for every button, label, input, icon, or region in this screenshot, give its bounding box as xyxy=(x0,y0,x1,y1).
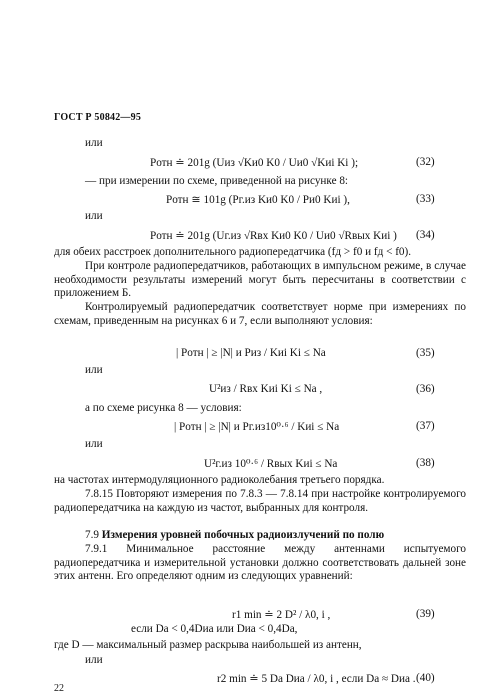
equation-34: Pотн ≐ 201g (Uг.из √Rвх Kи0 K0 / Uи0 √Rвых Kиi ) xyxy=(150,230,397,242)
equation-37: | Pотн | ≥ |N| и Pг.из10⁰·⁶ / Kиi ≤ Nа xyxy=(174,421,340,433)
text-line: для обеих расстроек дополнительного радиопередатчика (fд > f0 и fд < f0). xyxy=(54,246,412,258)
text-line: — при измерении по схеме, приведенной на рисунке 8: xyxy=(85,175,349,187)
equation-number-40: (40) xyxy=(416,672,435,684)
equation-number-37: (37) xyxy=(416,420,435,432)
equation-38: U²г.из 10⁰·⁶ / Rвых Kиi ≤ Nа xyxy=(204,458,338,470)
word-ili: или xyxy=(85,654,103,666)
paragraph-control: При контроле радиопередатчиков, работающих в импульсном режиме, в случае необходимости результаты измерений могут быть пересчитаны в соответствии с приложением Б. xyxy=(54,260,466,300)
text-line: а по схеме рисунка 8 — условия: xyxy=(85,402,242,414)
word-ili: или xyxy=(85,137,103,149)
text-line: на частотах интермодуляционного радиоколебания третьего порядка. xyxy=(54,474,385,486)
equation-36: U²из / Rвх Kиi Ki ≤ Nа , xyxy=(209,383,323,395)
word-ili: или xyxy=(85,364,103,376)
equation-40: r2 min ≐ 5 Dа Dиа / λ0, i , если Dа ≈ Dиа . xyxy=(217,673,416,685)
page-header: ГОСТ Р 50842—95 xyxy=(54,112,142,123)
equation-number-36: (36) xyxy=(416,383,435,395)
equation-number-34: (34) xyxy=(416,229,435,241)
section-title: Измерения уровней побочных радиоизлучений по полю xyxy=(101,529,385,541)
condition-line: если Dа < 0,4Dиа или Dиа < 0,4Dа, xyxy=(131,623,298,635)
word-ili: или xyxy=(85,438,103,450)
paragraph-controlled: Контролируемый радиопередатчик соответствует норме при измерениях по схемам, приведенным на рисунках 6 и 7, если выполняют условия: xyxy=(54,301,466,327)
equation-35: | Pотн | ≥ |N| и Pиз / Kиi Ki ≤ Nа xyxy=(176,347,326,359)
page-number: 22 xyxy=(54,683,64,694)
equation-number-32: (32) xyxy=(416,156,435,168)
equation-number-38: (38) xyxy=(416,457,435,469)
section-number: 7.9 xyxy=(85,529,99,541)
equation-number-33: (33) xyxy=(416,193,435,205)
equation-32: Pотн ≐ 201g (Uиз √Kи0 K0 / Uи0 √Kиi Ki ); xyxy=(150,157,359,169)
equation-number-35: (35) xyxy=(416,347,435,359)
paragraph-7-8-15: 7.8.15 Повторяют измерения по 7.8.3 — 7.8.14 при настройке контролируемого радиопередатчика на каждую из частот, выбранных для контроля. xyxy=(54,488,466,514)
equation-number-39: (39) xyxy=(416,608,435,620)
section-heading-7-9 xyxy=(85,529,384,543)
word-ili: или xyxy=(85,210,103,222)
paragraph-7-9-1: 7.9.1 Минимальное расстояние между антеннами испытуемого радиопередатчика и измерительной установки должно соответствовать дальней зоне этих антенн. Его определяют одним из следующих уравнений: xyxy=(54,543,466,583)
text-line: где D — максимальный размер раскрыва наибольшей из антенн, xyxy=(54,639,362,651)
equation-33: Pотн ≅ 101g (Pг.из Kи0 K0 / Pи0 Kиi ), xyxy=(166,194,350,206)
equation-39: r1 min ≐ 2 D² / λ0, i , xyxy=(232,609,331,621)
